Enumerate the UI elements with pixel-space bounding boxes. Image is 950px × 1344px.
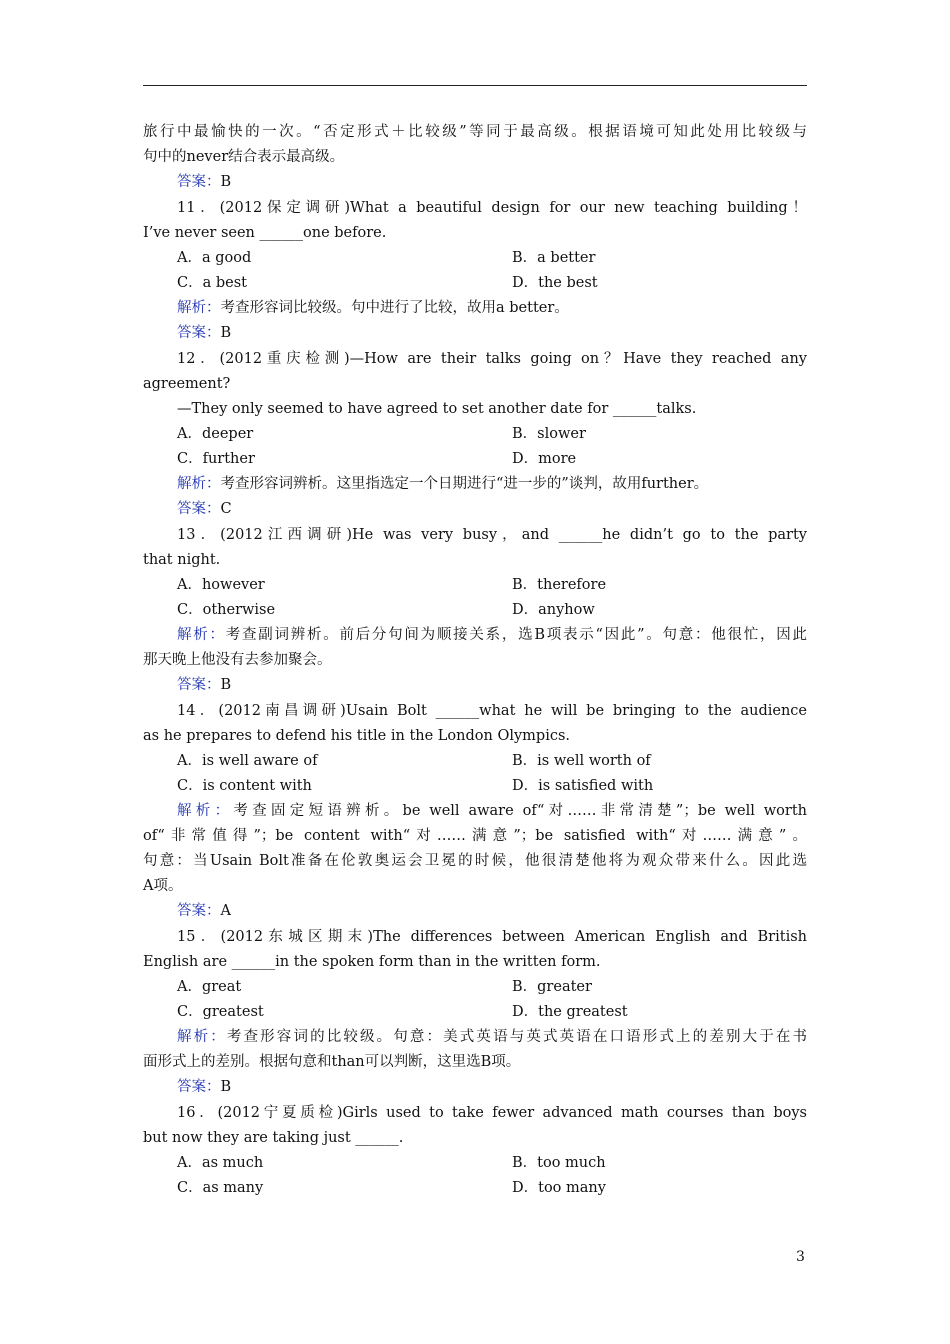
question-14-stem-cont: as he prepares to defend his title in the London Olympics. [143,728,571,744]
option-b: B．a better [512,250,596,266]
answer-15 [177,1077,807,1097]
option-d: D．the best [512,275,598,291]
option-c: C．is content with [177,778,312,794]
question-12-response: —They only seemed to have agreed to set another date for ______talks. [177,401,697,417]
option-b: B．too much [512,1155,606,1171]
analysis-label: 解析： [177,300,221,316]
answer-14 [177,901,807,921]
option-c: C．otherwise [177,602,276,618]
question-14-stem: 14．(2012南昌调研)Usain Bolt ______what he will be bringing to the audience [177,703,807,719]
option-a: A．however [177,577,265,593]
analysis-label: 解析： [177,476,221,492]
explanation-13-cont: 那天晚上他没有去参加聚会。 [143,652,332,668]
answer-value: A [220,903,231,919]
explanation-15-cont: 面形式上的差别。根据句意和than可以判断，这里选B项。 [143,1054,521,1070]
answer-label: 答案： [177,501,221,517]
explanation-14-cont: of“非常值得”；be content with“对……满意”；be satisfied with“对……满意”。 [143,828,807,844]
option-d: D．is satisfied with [512,778,654,794]
explanation-text: 考查形容词比较级。句中进行了比较，故用a better。 [220,300,569,316]
analysis-label: 解析： [177,803,234,819]
question-16-stem: 16．(2012宁夏质检)Girls used to take fewer advanced math courses than boys [177,1105,807,1121]
explanation-text: 考查副词辨析。前后分句间为顺接关系，选B项表示“因此”。句意：他很忙，因此 [225,627,807,643]
explanation-text: 考查形容词的比较级。句意：美式英语与英式英语在口语形式上的差别大于在书 [226,1029,807,1045]
question-11-stem-cont: I’ve never seen ______one before. [143,225,387,241]
question-12-stem: 12．(2012重庆检测)—How are their talks going on？Have they reached any [177,351,807,367]
question-13-stem-cont: that night. [143,552,221,568]
explanation-text: 考查固定短语辨析。be well aware of“对……非常清楚”；be well worth [233,803,808,819]
option-c: C．a best [177,275,247,291]
answer-11 [177,323,807,343]
answer-label: 答案： [177,903,221,919]
option-b: B．slower [512,426,586,442]
answer-label: 答案： [177,1079,221,1095]
answer-value: B [220,677,232,693]
option-a: A．great [177,979,242,995]
answer-value: B [220,325,232,341]
option-d: D．more [512,451,577,467]
explanation-14-cont: 句意：当Usain Bolt准备在伦敦奥运会卫冕的时候，他很清楚他将为观众带来什么。因此选 [143,853,807,869]
answer-13 [177,675,807,695]
option-b: B．greater [512,979,592,995]
answer-12 [177,499,807,519]
explanation-15 [177,1027,807,1047]
option-d: D．the greatest [512,1004,628,1020]
explanation-12 [177,474,807,494]
explanation-13 [177,625,807,645]
explanation-14-cont: A项。 [143,878,183,894]
question-11-stem: 11．(2012保定调研)What a beautiful design for our new teaching building！ [177,200,807,216]
answer-value: B [220,1079,232,1095]
explanation-line: 句中的never结合表示最高级。 [143,149,345,165]
analysis-label: 解析： [177,1029,227,1045]
explanation-text: 考查形容词辨析。这里指选定一个日期进行“进一步的”谈判，故用further。 [220,476,709,492]
answer-value: C [220,501,232,517]
explanation-14 [177,801,807,821]
answer-label: 答案： [177,677,221,693]
option-a: A．deeper [177,426,254,442]
header-rule [143,85,807,86]
option-a: A．is well aware of [177,753,318,769]
question-13-stem: 13．(2012江西调研)He was very busy，and ______he didn’t go to the party [177,527,807,543]
question-16-stem-cont: but now they are taking just ______. [143,1130,404,1146]
option-c: C．greatest [177,1004,264,1020]
question-12-stem-cont: agreement? [143,376,231,392]
option-a: A．as much [177,1155,264,1171]
answer-label: 答案： [177,325,221,341]
question-15-stem: 15．(2012东城区期末)The differences between American English and British [177,929,807,945]
option-c: C．further [177,451,255,467]
answer-10 [177,172,807,192]
explanation-line: 旅行中最愉快的一次。“否定形式＋比较级”等同于最高级。根据语境可知此处用比较级与 [143,124,807,140]
option-b: B．is well worth of [512,753,651,769]
option-a: A．a good [177,250,252,266]
analysis-label: 解析： [177,627,226,643]
explanation-11 [177,298,807,318]
option-c: C．as many [177,1180,264,1196]
answer-label: 答案： [177,174,221,190]
answer-value: B [220,174,232,190]
option-d: D．anyhow [512,602,595,618]
option-b: B．therefore [512,577,607,593]
question-15-stem-cont: English are ______in the spoken form than in the written form. [143,954,601,970]
page-number: 3 [796,1249,805,1265]
option-d: D．too many [512,1180,606,1196]
